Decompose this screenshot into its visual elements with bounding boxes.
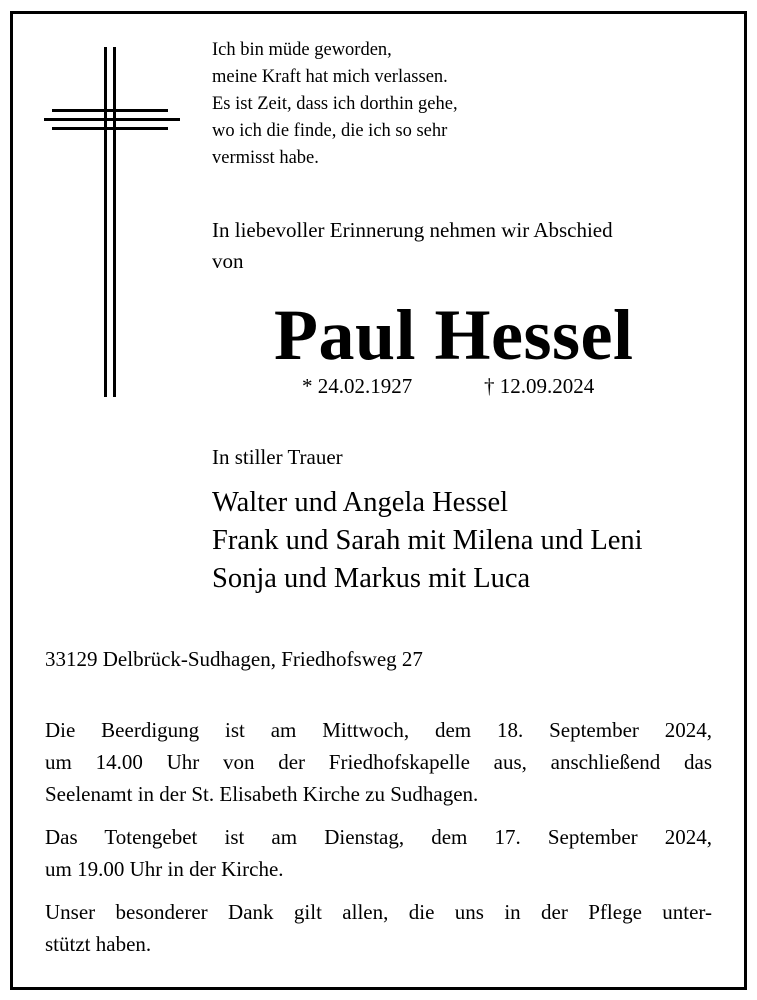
funeral-line: Seelenamt in der St. Elisabeth Kirche zu Sudhagen. [45, 782, 479, 806]
mourning-label: In stiller Trauer [212, 445, 343, 469]
deceased-name: Paul Hessel [274, 295, 634, 375]
prayer-line: Das Totengebet ist am Dienstag, dem 17. September 2024, [45, 825, 712, 849]
cross-icon [44, 47, 180, 397]
poem-line: wo ich die finde, die ich so sehr [212, 121, 448, 141]
thanks-line: Unser besonderer Dank gilt allen, die uns in der Pflege unter- [45, 900, 712, 924]
poem-line: Ich bin müde geworden, [212, 40, 392, 60]
birth-date: * 24.02.1927 [302, 374, 413, 398]
intro-line: von [212, 249, 244, 273]
mourners-list [212, 484, 643, 598]
poem-line: Es ist Zeit, dass ich dorthin gehe, [212, 94, 458, 114]
mourner-entry: Walter und Angela Hessel [212, 487, 509, 518]
funeral-line: Die Beerdigung ist am Mittwoch, dem 18. September 2024, [45, 718, 712, 742]
thanks-note [45, 896, 712, 960]
death-date: † 12.09.2024 [484, 374, 595, 398]
family-address: 33129 Delbrück-Sudhagen, Friedhofsweg 27 [45, 647, 423, 671]
thanks-line: stützt haben. [45, 932, 152, 956]
poem-line: meine Kraft hat mich verlassen. [212, 67, 448, 87]
poem [212, 37, 458, 172]
farewell-intro [212, 215, 613, 277]
funeral-info [45, 714, 712, 810]
poem-line: vermisst habe. [212, 148, 319, 168]
mourner-entry: Frank und Sarah mit Milena und Leni [212, 525, 643, 556]
prayer-info [45, 821, 712, 885]
prayer-line: um 19.00 Uhr in der Kirche. [45, 857, 284, 881]
mourner-entry: Sonja und Markus mit Luca [212, 563, 531, 594]
funeral-line: um 14.00 Uhr von der Friedhofskapelle aus, anschließend das [45, 750, 712, 774]
intro-line: In liebevoller Erinnerung nehmen wir Abschied [212, 218, 613, 242]
